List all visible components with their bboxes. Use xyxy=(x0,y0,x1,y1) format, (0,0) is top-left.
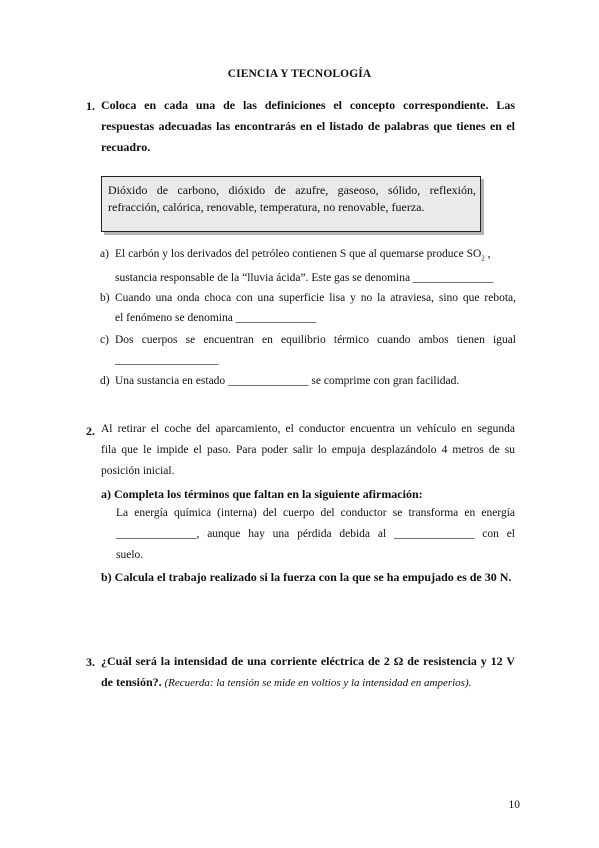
question-2-line-1: Al retirar el coche del aparcamiento, el conductor encuentra un vehículo en segunda xyxy=(101,423,515,435)
item-d xyxy=(100,371,516,391)
word-list-box xyxy=(101,176,481,232)
question-2a-body xyxy=(116,503,515,566)
question-2-line-3: posición inicial. xyxy=(101,465,175,477)
question-1-line-2: respuestas adecuadas las encontrarás en el listado de palabras que tienes en el xyxy=(101,119,515,133)
question-3-number: 3. xyxy=(86,655,95,669)
question-2a-line-2: ______________, aunque hay una pérdida debida al ______________ con el xyxy=(116,528,515,540)
question-3-hint: (Recuerda: la tensión se mide en voltios y la intensidad en amperios). xyxy=(161,677,472,689)
word-list-line-1: Dióxido de carbono, dióxido de azufre, gaseoso, sólido, reflexión, xyxy=(108,183,476,197)
question-2a-heading: a) Completa los términos que faltan en la siguiente afirmación: xyxy=(101,487,423,501)
question-1-line-3: recuadro. xyxy=(101,140,151,154)
item-a-subscript: 2 xyxy=(481,254,485,263)
question-2b-heading: b) Calcula el trabajo realizado si la fuerza con la que se ha empujado es de 30 N. xyxy=(101,570,512,584)
question-2-line-2: fila que le impide el paso. Para poder salir lo empuja desplazándolo 4 metros de su xyxy=(101,444,515,456)
page-number: 10 xyxy=(508,799,520,811)
item-b-letter: b) xyxy=(100,292,110,304)
question-1-line-1: Coloca en cada una de las definiciones el concepto correspondiente. Las xyxy=(101,98,515,112)
item-d-letter: d) xyxy=(100,375,110,387)
item-c-line-2: __________________ xyxy=(115,354,219,366)
question-2-number: 2. xyxy=(86,424,95,438)
item-c xyxy=(100,330,516,370)
item-a-line-1: El carbón y los derivados del petróleo contienen S que al quemarse produce $SO_2$ , xyxy=(115,248,491,263)
question-2a-line-1: La energía química (interna) del cuerpo del conductor se transforma en energía xyxy=(116,507,515,519)
item-b-line-1: Cuando una onda choca con una superficie lisa y no la atraviesa, sino que rebota, xyxy=(115,292,516,304)
word-list-line-2: refracción, calórica, renovable, temperatura, no renovable, fuerza. xyxy=(108,200,425,214)
question-3-prompt xyxy=(101,651,515,694)
item-d-line-1: Una sustancia en estado ______________ se comprime con gran facilidad. xyxy=(115,375,460,387)
question-3-line-2: de tensión?. (Recuerda: la tensión se mide en voltios y la intensidad en amperios). xyxy=(101,675,472,689)
item-a-line-2: sustancia responsable de la “lluvia ácida”. Este gas se denomina ______________ xyxy=(115,272,494,285)
question-1-number: 1. xyxy=(86,99,95,113)
question-1-prompt xyxy=(101,95,515,158)
item-a xyxy=(100,244,516,288)
question-3-line-1: ¿Cuál será la intensidad de una corriente eléctrica de 2 Ω de resistencia y 12 V xyxy=(101,654,515,668)
item-c-letter: c) xyxy=(100,334,109,346)
item-b xyxy=(100,288,516,328)
page-title: CIENCIA Y TECNOLOGÍA xyxy=(227,68,372,80)
item-a-letter: a) xyxy=(100,248,109,260)
item-b-line-2: el fenómeno se denomina ______________ xyxy=(115,312,317,324)
question-2a-line-3: suelo. xyxy=(116,549,144,561)
question-2-prompt xyxy=(101,419,515,482)
item-c-line-1: Dos cuerpos se encuentran en equilibrio térmico cuando ambos tienen igual xyxy=(115,334,516,346)
